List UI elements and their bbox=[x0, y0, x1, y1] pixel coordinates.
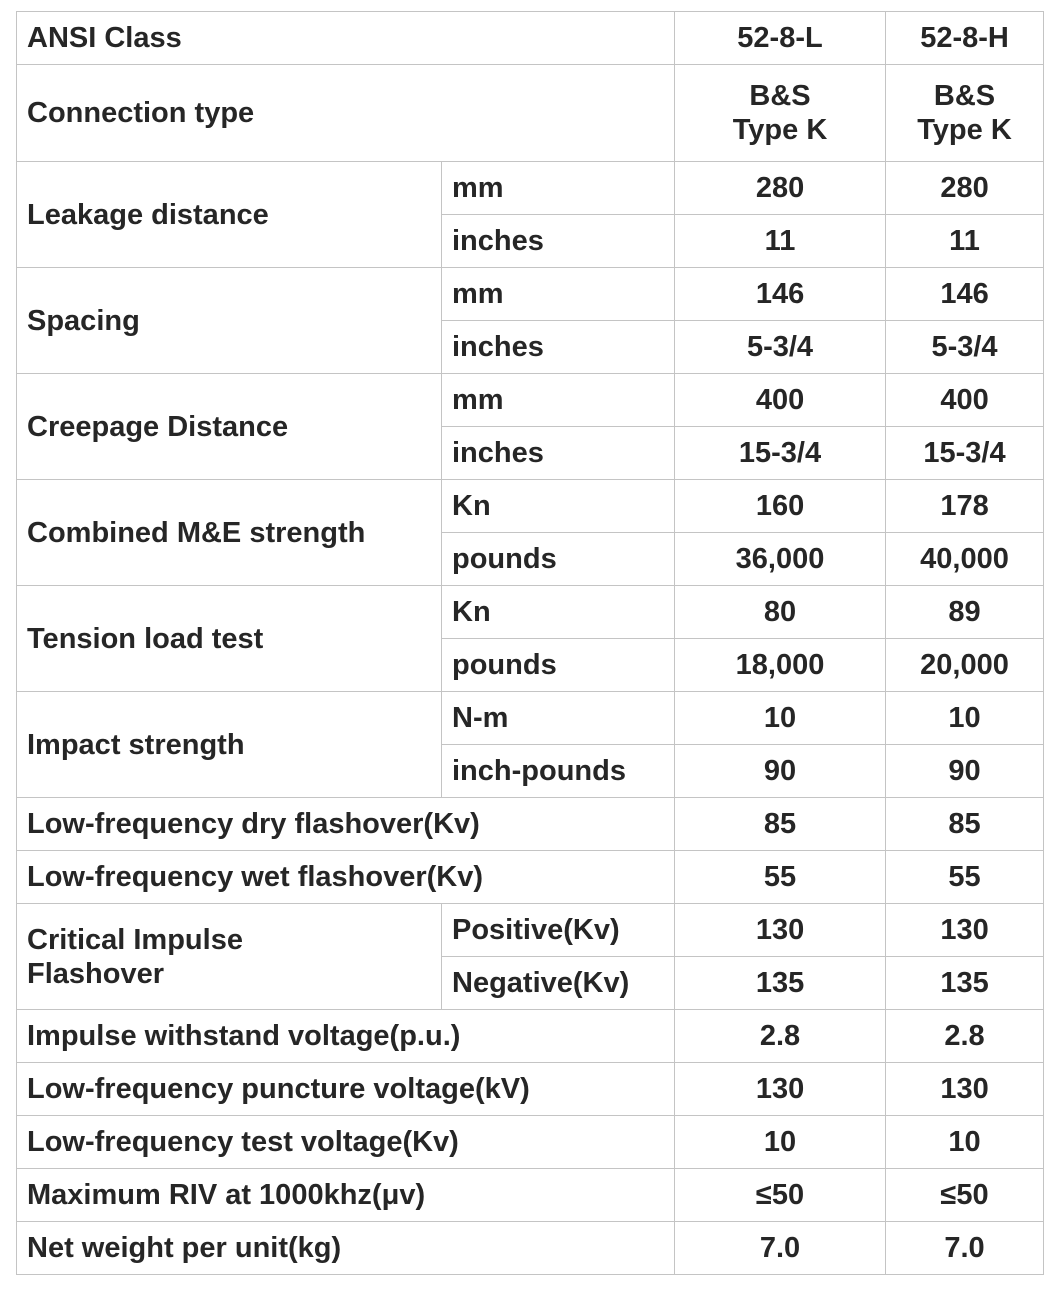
net-weight-label: Net weight per unit(kg) bbox=[17, 1222, 675, 1275]
connection-type-52-8-h bbox=[886, 65, 1044, 162]
wet-flashover-label: Low-frequency wet flashover(Kv) bbox=[17, 851, 675, 904]
unit-cell: Kn bbox=[442, 480, 675, 533]
value-cell: 400 bbox=[675, 374, 886, 427]
value-cell: 90 bbox=[675, 745, 886, 798]
unit-cell: Negative(Kv) bbox=[442, 957, 675, 1010]
connection-type-52-8-h-line1: B&S bbox=[933, 80, 996, 112]
unit-cell: pounds bbox=[442, 639, 675, 692]
table-row bbox=[17, 798, 1044, 851]
table-row bbox=[17, 1222, 1044, 1275]
table-row bbox=[17, 904, 1044, 957]
table-row bbox=[17, 268, 1044, 321]
column-header-52-8-l: 52-8-L bbox=[675, 12, 886, 65]
value-cell: 20,000 bbox=[886, 639, 1044, 692]
value-cell: ≤50 bbox=[886, 1169, 1044, 1222]
critical-impulse-flashover-line1: Critical Impulse bbox=[27, 923, 243, 956]
spec-table bbox=[16, 11, 1044, 1275]
value-cell: 135 bbox=[886, 957, 1044, 1010]
value-cell: 80 bbox=[675, 586, 886, 639]
value-cell: 130 bbox=[675, 904, 886, 957]
value-cell: 15-3/4 bbox=[675, 427, 886, 480]
puncture-voltage-label: Low-frequency puncture voltage(kV) bbox=[17, 1063, 675, 1116]
value-cell: 10 bbox=[886, 692, 1044, 745]
value-cell: 160 bbox=[675, 480, 886, 533]
spacing-label: Spacing bbox=[17, 268, 442, 374]
table-row bbox=[17, 851, 1044, 904]
connection-type-52-8-l bbox=[675, 65, 886, 162]
combined-me-strength-label: Combined M&E strength bbox=[17, 480, 442, 586]
value-cell: 130 bbox=[675, 1063, 886, 1116]
unit-cell: mm bbox=[442, 268, 675, 321]
value-cell: 280 bbox=[886, 162, 1044, 215]
value-cell: 11 bbox=[886, 215, 1044, 268]
critical-impulse-flashover-label bbox=[17, 904, 442, 1010]
value-cell: 55 bbox=[675, 851, 886, 904]
value-cell: 10 bbox=[675, 1116, 886, 1169]
value-cell: ≤50 bbox=[675, 1169, 886, 1222]
leakage-distance-label: Leakage distance bbox=[17, 162, 442, 268]
value-cell: 11 bbox=[675, 215, 886, 268]
maximum-riv-label: Maximum RIV at 1000khz(μv) bbox=[17, 1169, 675, 1222]
value-cell: 5-3/4 bbox=[886, 321, 1044, 374]
unit-cell: inches bbox=[442, 215, 675, 268]
table-row-connection-type bbox=[17, 65, 1044, 162]
table-row-ansi-class bbox=[17, 12, 1044, 65]
unit-cell: mm bbox=[442, 162, 675, 215]
value-cell: 7.0 bbox=[886, 1222, 1044, 1275]
value-cell: 146 bbox=[675, 268, 886, 321]
ansi-class-label: ANSI Class bbox=[17, 12, 675, 65]
value-cell: 2.8 bbox=[886, 1010, 1044, 1063]
unit-cell: inches bbox=[442, 321, 675, 374]
value-cell: 15-3/4 bbox=[886, 427, 1044, 480]
tension-load-test-label: Tension load test bbox=[17, 586, 442, 692]
connection-type-52-8-h-line2: Type K bbox=[917, 114, 1012, 146]
test-voltage-label: Low-frequency test voltage(Kv) bbox=[17, 1116, 675, 1169]
table-row bbox=[17, 374, 1044, 427]
impulse-withstand-voltage-label: Impulse withstand voltage(p.u.) bbox=[17, 1010, 675, 1063]
column-header-52-8-h: 52-8-H bbox=[886, 12, 1044, 65]
value-cell: 2.8 bbox=[675, 1010, 886, 1063]
table-row bbox=[17, 1010, 1044, 1063]
connection-type-52-8-l-line1: B&S bbox=[749, 80, 811, 112]
value-cell: 10 bbox=[675, 692, 886, 745]
table-row bbox=[17, 480, 1044, 533]
unit-cell: pounds bbox=[442, 533, 675, 586]
value-cell: 90 bbox=[886, 745, 1044, 798]
connection-type-label: Connection type bbox=[17, 65, 675, 162]
critical-impulse-flashover-line2: Flashover bbox=[27, 957, 164, 990]
table-row bbox=[17, 1116, 1044, 1169]
value-cell: 85 bbox=[886, 798, 1044, 851]
value-cell: 36,000 bbox=[675, 533, 886, 586]
value-cell: 178 bbox=[886, 480, 1044, 533]
value-cell: 146 bbox=[886, 268, 1044, 321]
unit-cell: Positive(Kv) bbox=[442, 904, 675, 957]
value-cell: 10 bbox=[886, 1116, 1044, 1169]
unit-cell: inches bbox=[442, 427, 675, 480]
impact-strength-label: Impact strength bbox=[17, 692, 442, 798]
value-cell: 85 bbox=[675, 798, 886, 851]
dry-flashover-label: Low-frequency dry flashover(Kv) bbox=[17, 798, 675, 851]
unit-cell: Kn bbox=[442, 586, 675, 639]
creepage-distance-label: Creepage Distance bbox=[17, 374, 442, 480]
unit-cell: N-m bbox=[442, 692, 675, 745]
value-cell: 280 bbox=[675, 162, 886, 215]
unit-cell: inch-pounds bbox=[442, 745, 675, 798]
value-cell: 130 bbox=[886, 904, 1044, 957]
table-row bbox=[17, 586, 1044, 639]
table-row bbox=[17, 1063, 1044, 1116]
value-cell: 7.0 bbox=[675, 1222, 886, 1275]
value-cell: 89 bbox=[886, 586, 1044, 639]
table-row bbox=[17, 1169, 1044, 1222]
value-cell: 40,000 bbox=[886, 533, 1044, 586]
connection-type-52-8-l-line2: Type K bbox=[732, 114, 828, 146]
value-cell: 55 bbox=[886, 851, 1044, 904]
unit-cell: mm bbox=[442, 374, 675, 427]
table-row bbox=[17, 162, 1044, 215]
value-cell: 5-3/4 bbox=[675, 321, 886, 374]
table-row bbox=[17, 692, 1044, 745]
value-cell: 18,000 bbox=[675, 639, 886, 692]
value-cell: 400 bbox=[886, 374, 1044, 427]
value-cell: 130 bbox=[886, 1063, 1044, 1116]
value-cell: 135 bbox=[675, 957, 886, 1010]
